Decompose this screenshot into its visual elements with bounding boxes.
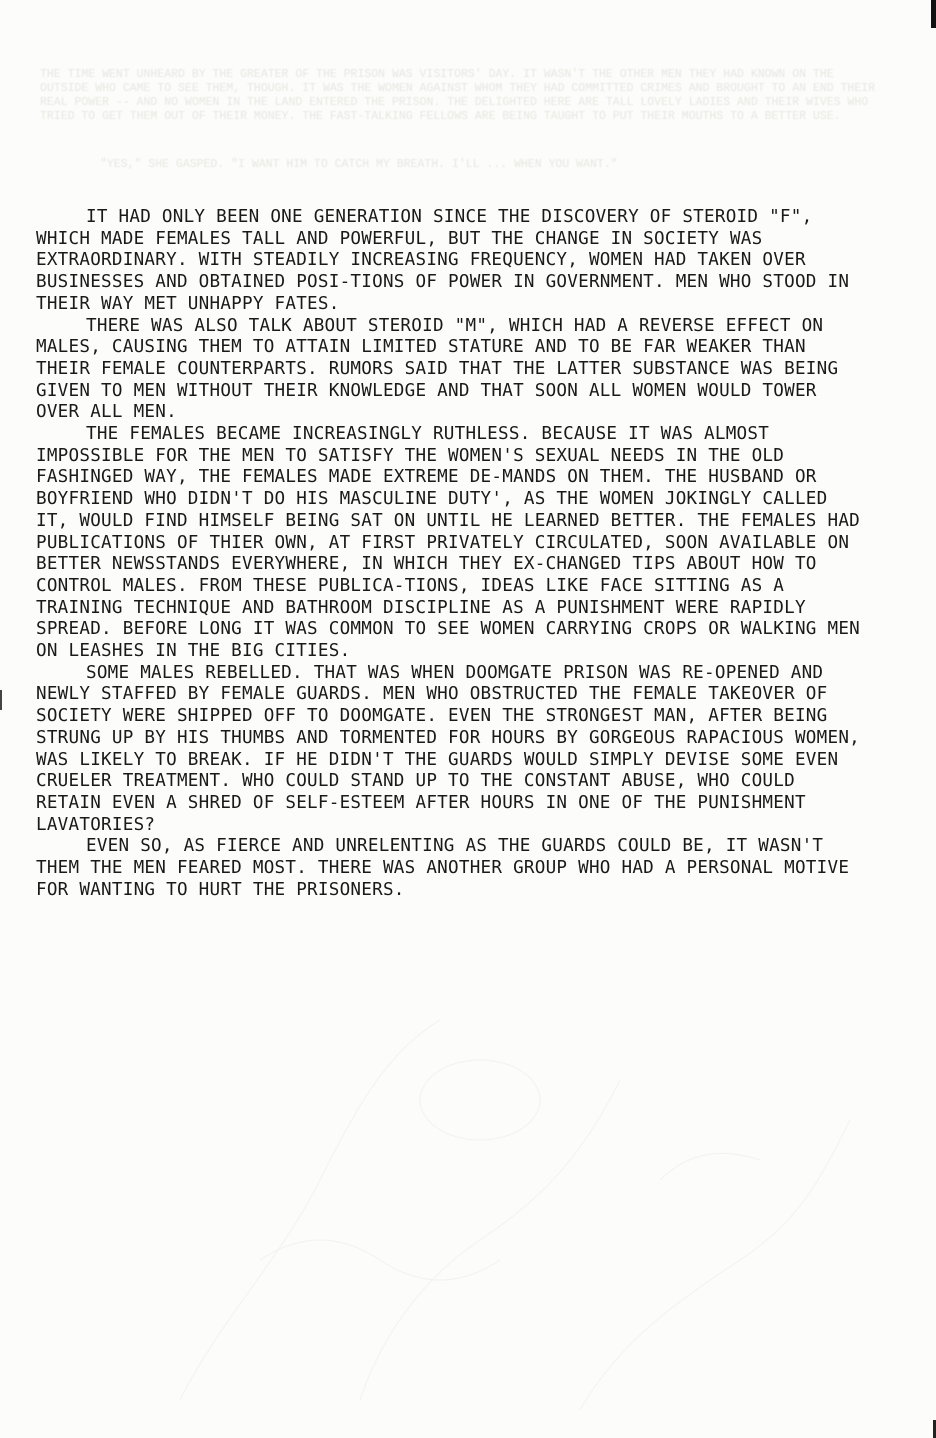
bleed-through-line: "YES," SHE GASPED. "I WANT HIM TO CATCH MY BREATH. I'LL ... WHEN YOU WANT." [100,158,618,171]
scan-edge-mark [0,690,2,710]
story-text [36,207,866,902]
bleed-through-text [40,40,880,200]
bleed-through-illustration [60,960,880,1420]
bleed-through-line: THE TIME WENT UNHEARD BY THE GREATER OF THE PRISON WAS VISITORS' DAY. IT WASN'T THE OTHER MEN THEY HAD KNOWN ON THE OUTSIDE WHO CAME TO SEE THEM, THOUGH. IT WAS THE WOMEN AGAINST WHOM THEY HAD COMMITTED CRIMES AND BROUGHT TO AN END THEIR REAL POWER -- AND NO WOMEN IN THE LAND ENTERED THE PRISON. THE DELIGHTED HERE ARE TALL LOVELY LADIES AND THEIR WIVES WHO TRIED TO GET THEM OUT OF THEIR MONEY. THE FAST-TALKING FELLOWS ARE BEING TAUGHT TO PUT THEIR MOUTHS TO A BETTER USE. [40,68,882,123]
paragraph: THE FEMALES BECAME INCREASINGLY RUTHLESS. BECAUSE IT WAS ALMOST IMPOSSIBLE FOR THE MEN TO SATISFY THE WOMEN'S SEXUAL NEEDS IN THE OLD FASHINGED WAY, THE FEMALES MADE EXTREME DE-MANDS ON THEM. THE HUSBAND OR BOYFRIEND WHO DIDN'T DO HIS MASCULINE DUTY', AS THE WOMEN JOKINGLY CALLED IT, WOULD FIND HIMSELF BEING SAT ON UNTIL HE LEARNED BETTER. THE FEMALES HAD PUBLICATIONS OF THIER OWN, AT FIRST PRIVATELY CIRCULATED, SOON AVAILABLE ON BETTER NEWSSTANDS EVERYWHERE, IN WHICH THEY EX-CHANGED TIPS ABOUT HOW TO CONTROL MALES. FROM THESE PUBLICA-TIONS, IDEAS LIKE FACE SITTING AS A TRAINING TECHNIQUE AND BATHROOM DISCIPLINE AS A PUNISHMENT WERE RAPIDLY SPREAD. BEFORE LONG IT WAS COMMON TO SEE WOMEN CARRYING CROPS OR WALKING MEN ON LEASHES IN THE BIG CITIES. [36,424,861,662]
paragraph: EVEN SO, AS FIERCE AND UNRELENTING AS THE GUARDS COULD BE, IT WASN'T THEM THE MEN FEARED MOST. THERE WAS ANOTHER GROUP WHO HAD A PERSONAL MOTIVE FOR WANTING TO HURT THE PRISONERS. [36,836,850,900]
paragraph: THERE WAS ALSO TALK ABOUT STEROID "M", WHICH HAD A REVERSE EFFECT ON MALES, CAUSING THEM TO ATTAIN LIMITED STATURE AND TO BE FAR WEAKER THAN THEIR FEMALE COUNTERPARTS. RUMORS SAID THAT THE LATTER SUBSTANCE WAS BEING GIVEN TO MEN WITHOUT THEIR KNOWLEDGE AND THAT SOON ALL WOMEN WOULD TOWER OVER ALL MEN. [36,315,839,423]
paragraph: IT HAD ONLY BEEN ONE GENERATION SINCE THE DISCOVERY OF STEROID "F", WHICH MADE FEMALES TALL AND POWERFUL, BUT THE CHANGE IN SOCIETY WAS EXTRAORDINARY. WITH STEADILY INCREASING FREQUENCY, WOMEN HAD TAKEN OVER BUSINESSES AND OBTAINED POSI-TIONS OF POWER IN GOVERNMENT. MEN WHO STOOD IN THEIR WAY MET UNHAPPY FATES. [36,207,850,314]
paragraph: SOME MALES REBELLED. THAT WAS WHEN DOOMGATE PRISON WAS RE-OPENED AND NEWLY STAFFED BY FEMALE GUARDS. MEN WHO OBSTRUCTED THE FEMALE TAKEOVER OF SOCIETY WERE SHIPPED OFF TO DOOMGATE. EVEN THE STRONGEST MAN, AFTER BEING STRUNG UP BY HIS THUMBS AND TORMENTED FOR HOURS BY GORGEOUS RAPACIOUS WOMEN, WAS LIKELY TO BREAK. IF HE DIDN'T THE GUARDS WOULD SIMPLY DEVISE SOME EVEN CRUELER TREATMENT. WHO COULD STAND UP TO THE CONSTANT ABUSE, WHO COULD RETAIN EVEN A SHRED OF SELF-ESTEEM AFTER HOURS IN ONE OF THE PUNISHMENT LAVATORIES? [36,662,861,835]
scan-edge-mark [931,0,936,28]
